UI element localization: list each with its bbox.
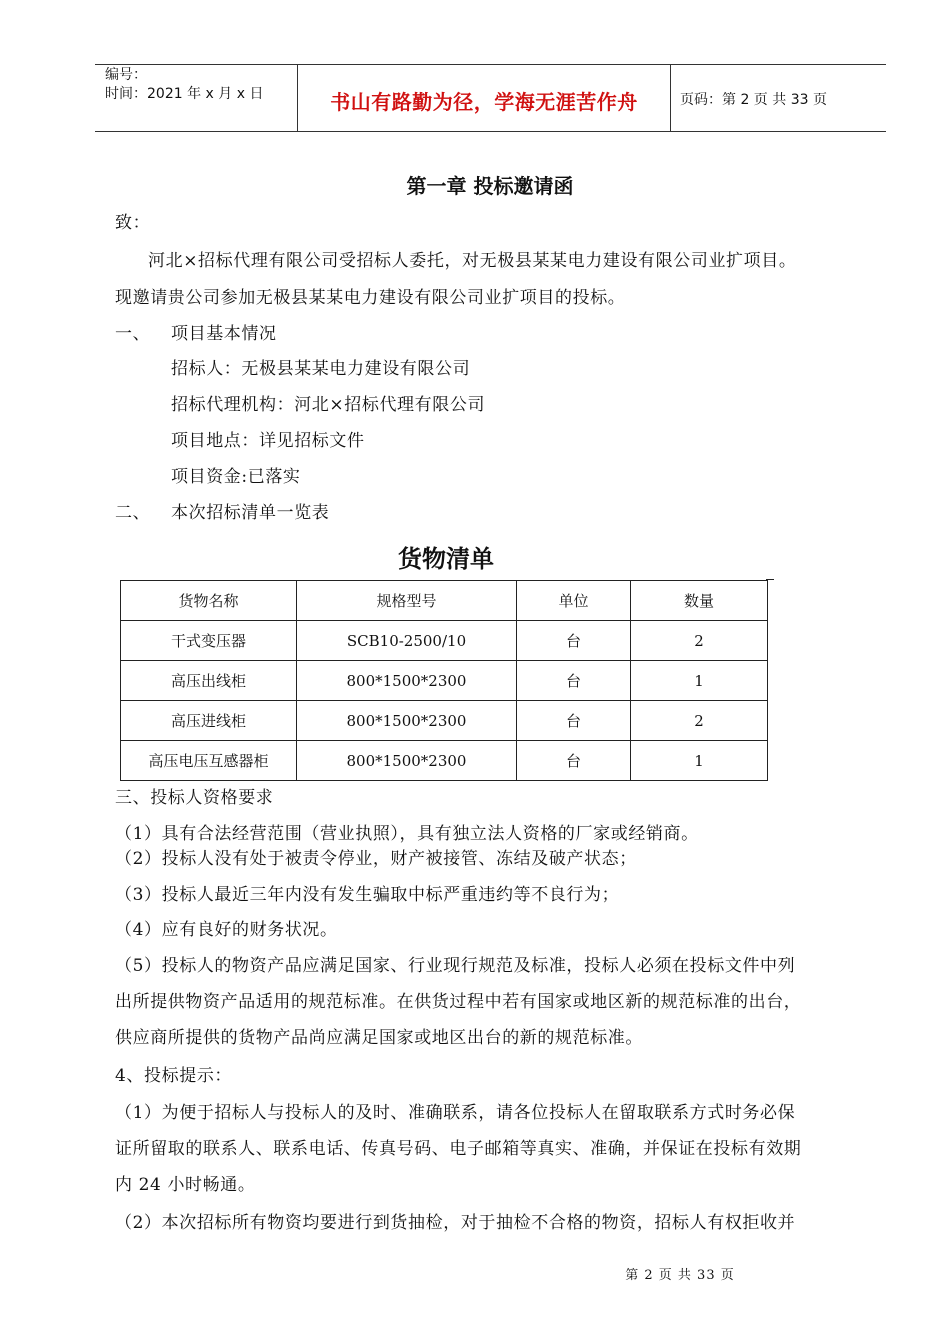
section1-item-bidder: 招标人：无极县某某电力建设有限公司: [171, 359, 471, 379]
table-header-cell: 货物名称: [121, 581, 297, 621]
table-cell: 2: [631, 701, 768, 741]
tip-1-line-2: 证所留取的联系人、联系电话、传真号码、电子邮箱等真实、准确，并保证在投标有效期: [115, 1139, 802, 1159]
section4-heading: 4、投标提示：: [115, 1066, 233, 1086]
document-number-label: 编号：: [105, 67, 147, 83]
tip-1-line-3: 内 24 小时畅通。: [115, 1175, 256, 1195]
table-row: [121, 741, 768, 781]
page-footer: 第 2 页 共 33 页: [625, 1268, 735, 1283]
table-cell: 800*1500*2300: [297, 661, 517, 701]
table-cell: 高压电压互感器柜: [121, 741, 297, 781]
header-bottom-rule: [95, 131, 886, 132]
table-cell: 2: [631, 621, 768, 661]
requirement-3: （3）投标人最近三年内没有发生骗取中标严重违约等不良行为；: [115, 885, 620, 905]
section1-item-agency: 招标代理机构：河北×招标代理有限公司: [171, 395, 486, 415]
salutation: 致：: [115, 213, 151, 233]
table-row: [121, 621, 768, 661]
document-time-label: 时间：2021 年 x 月 x 日: [105, 86, 264, 102]
section2-heading: 本次招标清单一览表: [171, 503, 330, 523]
table-header-cell: 数量: [631, 581, 768, 621]
section1-number: 一、: [115, 324, 151, 344]
table-header-cell: 单位: [517, 581, 631, 621]
section1-item-funds: 项目资金:已落实: [171, 467, 301, 487]
table-cell: 台: [517, 701, 631, 741]
table-cell: 高压进线柜: [121, 701, 297, 741]
table-cell: 高压出线柜: [121, 661, 297, 701]
table-cell: 800*1500*2300: [297, 701, 517, 741]
table-cell: 干式变压器: [121, 621, 297, 661]
tip-1-line-1: （1）为便于招标人与投标人的及时、准确联系，请各位投标人在留取联系方式时务必保: [115, 1103, 796, 1123]
table-header-row: [121, 581, 768, 621]
section1-item-location: 项目地点：详见招标文件: [171, 431, 365, 451]
requirement-4: （4）应有良好的财务状况。: [115, 920, 338, 940]
table-row: [121, 661, 768, 701]
requirement-1: （1）具有合法经营范围（营业执照），具有独立法人资格的厂家或经销商。: [115, 824, 699, 844]
requirement-5-line-1: （5）投标人的物资产品应满足国家、行业现行规范及标准，投标人必须在投标文件中列: [115, 956, 796, 976]
table-cell: 台: [517, 621, 631, 661]
table-cell: 800*1500*2300: [297, 741, 517, 781]
header-motto: 书山有路勤为径，学海无涯苦作舟: [330, 90, 638, 114]
header-top-rule: [95, 64, 886, 65]
table-cell: 台: [517, 741, 631, 781]
table-cell: 1: [631, 661, 768, 701]
requirement-5-line-2: 出所提供物资产品适用的规范标准。在供货过程中若有国家或地区新的规范标准的出台，: [115, 992, 802, 1012]
section1-heading: 项目基本情况: [171, 324, 277, 344]
chapter-title: 第一章 投标邀请函: [406, 174, 574, 198]
requirement-2: （2）投标人没有处于被责令停业，财产被接管、冻结及破产状态；: [115, 849, 637, 869]
header-page-label: 页码：第 2 页 共 33 页: [680, 92, 827, 108]
header-meta: [105, 66, 263, 104]
section3-heading: 三、投标人资格要求: [115, 788, 274, 808]
goods-table: [120, 580, 768, 781]
table-header-cell: 规格型号: [297, 581, 517, 621]
table-row: [121, 701, 768, 741]
table-cell: 1: [631, 741, 768, 781]
tip-2-line-1: （2）本次招标所有物资均要进行到货抽检，对于抽检不合格的物资，招标人有权拒收并: [115, 1213, 796, 1233]
goods-title: 货物清单: [398, 545, 494, 573]
table-cell: SCB10-2500/10: [297, 621, 517, 661]
requirement-5-line-3: 供应商所提供的货物产品尚应满足国家或地区出台的新的规范标准。: [115, 1028, 643, 1048]
section2-number: 二、: [115, 503, 151, 523]
intro-line-1: 河北×招标代理有限公司受招标人委托，对无极县某某电力建设有限公司业扩项目。: [148, 251, 797, 271]
table-cell: 台: [517, 661, 631, 701]
intro-line-2: 现邀请贵公司参加无极县某某电力建设有限公司业扩项目的投标。: [115, 288, 626, 308]
header-divider-right: [670, 64, 671, 131]
